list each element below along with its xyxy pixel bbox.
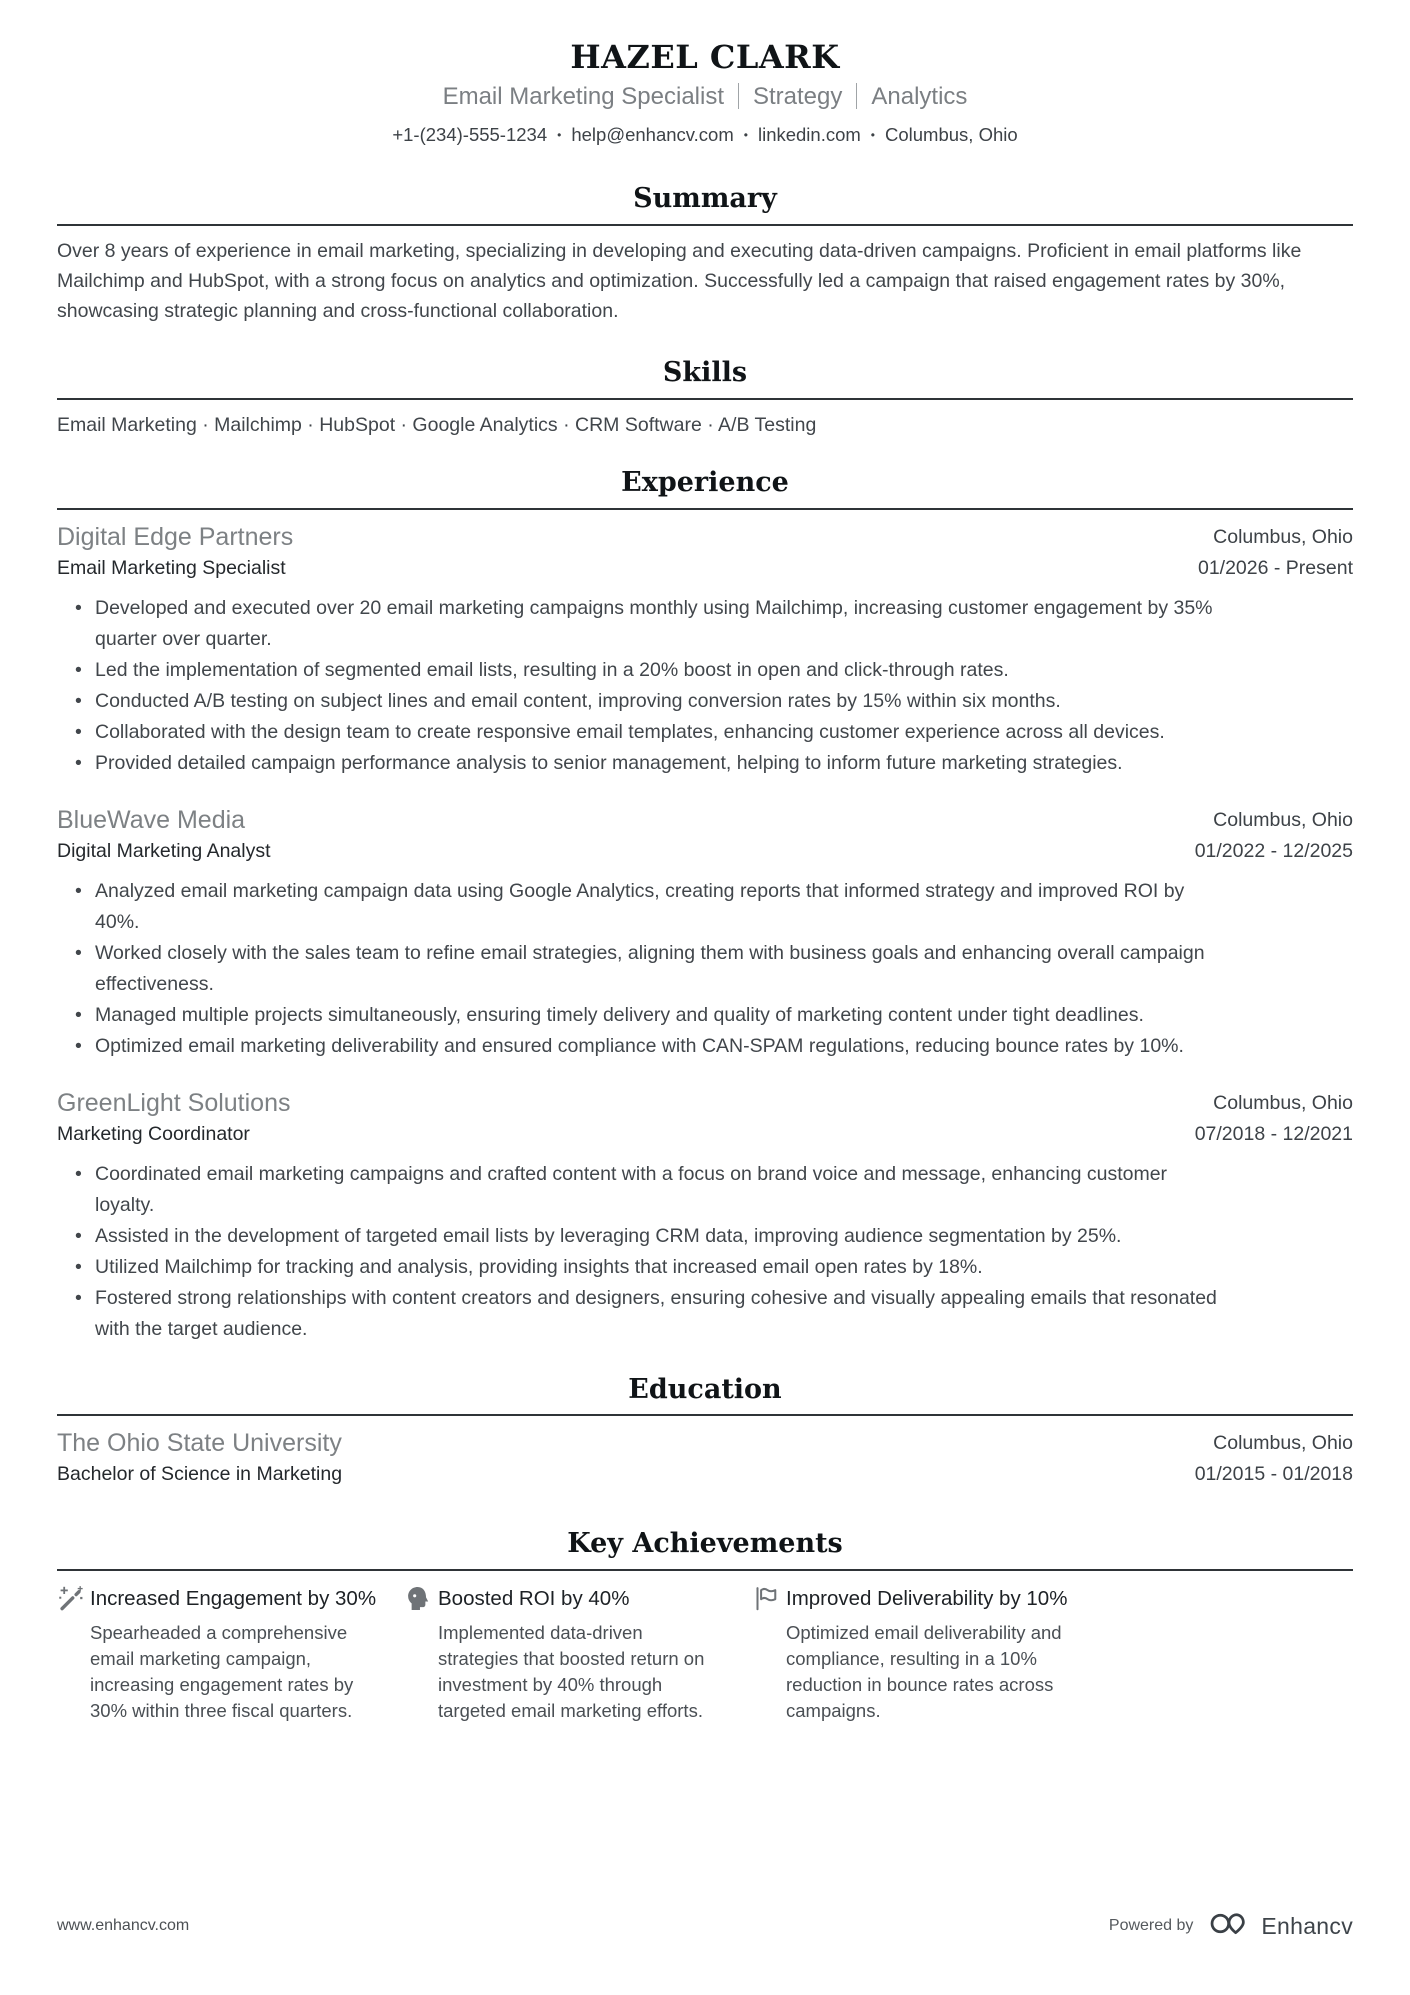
achievement-title: Boosted ROI by 40% <box>438 1587 630 1611</box>
achievement-item <box>753 1585 1073 1724</box>
section-summary <box>57 182 1353 326</box>
section-skills <box>57 356 1353 440</box>
section-title-experience: Experience <box>621 466 789 498</box>
section-divider <box>57 1569 1353 1571</box>
job-dates: 07/2018 - 12/2021 <box>1194 1122 1353 1145</box>
enhancv-logo-icon <box>1209 1909 1251 1943</box>
vertical-separator <box>738 83 739 109</box>
enhancv-site-link[interactable]: www.enhancv.com <box>57 1917 190 1934</box>
job-location: Columbus, Ohio <box>1213 808 1353 831</box>
company-name: GreenLight Solutions <box>57 1088 291 1117</box>
experience-entry-right <box>1195 1088 1353 1147</box>
vertical-separator <box>856 83 857 109</box>
experience-entry-header <box>57 805 1353 864</box>
section-title-achievements: Key Achievements <box>567 1528 843 1560</box>
job-bullet: • Utilized Mailchimp for tracking and analysis, providing insights that increased email open rates by 18%. <box>57 1252 1217 1283</box>
resume-header <box>57 38 1353 146</box>
job-title: Marketing Coordinator <box>57 1122 250 1145</box>
section-experience <box>57 466 1353 1345</box>
achievement-item <box>57 1585 377 1724</box>
job-location: Columbus, Ohio <box>1213 1091 1353 1114</box>
section-divider <box>57 1414 1353 1416</box>
achievement-header <box>57 1585 377 1612</box>
education-dates: 01/2015 - 01/2018 <box>1194 1463 1353 1486</box>
experience-entry-right <box>1198 522 1353 581</box>
degree-name: Bachelor of Science in Marketing <box>57 1463 343 1486</box>
company-name: Digital Edge Partners <box>57 522 294 551</box>
achievement-text: Spearheaded a comprehensive email marketing campaign, increasing engagement rates by 30% within three fiscal quarters. <box>90 1622 354 1722</box>
company-name: BlueWave Media <box>57 805 246 834</box>
achievement-title: Increased Engagement by 30% <box>90 1587 377 1611</box>
experience-entry-left <box>57 805 271 864</box>
head-icon <box>405 1585 432 1612</box>
job-dates: 01/2022 - 12/2025 <box>1194 839 1353 862</box>
job-bullet: • Developed and executed over 20 email marketing campaigns monthly using Mailchimp, increasing customer engagement by 35% quarter over quarter. <box>57 593 1217 655</box>
experience-entry <box>57 805 1353 1062</box>
section-title-skills: Skills <box>662 357 748 389</box>
phone-number: +1-(234)-555-1234 <box>392 124 548 146</box>
powered-by-block <box>1109 1909 1353 1943</box>
experience-entry <box>57 1088 1353 1345</box>
experience-entry-left <box>57 1088 290 1147</box>
job-bullet: • Fostered strong relationships with content creators and designers, ensuring cohesive and visually appealing emails that resonated with the target audience. <box>57 1283 1217 1345</box>
school-location: Columbus, Ohio <box>1213 1432 1353 1455</box>
section-divider <box>57 508 1353 510</box>
experience-entry-right <box>1195 805 1353 864</box>
headline-title-2: Strategy <box>753 83 843 111</box>
headline-title-3: Analytics <box>871 83 968 111</box>
education-entry-header <box>57 1428 1353 1487</box>
contact-location: Columbus, Ohio <box>885 124 1018 146</box>
job-bullet: • Coordinated email marketing campaigns and crafted content with a focus on brand voice and message, enhancing customer loyalty. <box>57 1159 1217 1221</box>
dot-separator: • <box>557 128 562 143</box>
achievement-text: Implemented data-driven strategies that boosted return on investment by 40% through targeted email marketing efforts. <box>438 1622 705 1722</box>
enhancv-brand[interactable] <box>1209 1909 1353 1943</box>
job-bullet: • Worked closely with the sales team to refine email strategies, aligning them with business goals and enhancing overall campaign effectiveness. <box>57 938 1217 1000</box>
headline <box>57 82 1353 112</box>
job-bullet: • Provided detailed campaign performance analysis to senior management, helping to inform future marketing strategies. <box>57 748 1217 779</box>
achievement-header <box>753 1585 1073 1612</box>
achievement-text: Optimized email deliverability and compliance, resulting in a 10% reduction in bounce rates across campaigns. <box>786 1622 1062 1722</box>
experience-entry-header <box>57 1088 1353 1147</box>
email-link[interactable]: help@enhancv.com <box>571 124 734 146</box>
education-entry <box>57 1428 1353 1487</box>
job-bullet: • Optimized email marketing deliverability and ensured compliance with CAN-SPAM regulations, reducing bounce rates by 10%. <box>57 1031 1217 1062</box>
enhancv-wordmark: Enhancv <box>1261 1912 1353 1939</box>
contact-row <box>57 124 1353 146</box>
job-bullet: • Managed multiple projects simultaneously, ensuring timely delivery and quality of marketing content under tight deadlines. <box>57 1000 1217 1031</box>
job-title: Email Marketing Specialist <box>57 556 286 579</box>
education-entry-left <box>57 1428 342 1487</box>
dot-separator: • <box>743 128 748 143</box>
skills-list: Email Marketing · Mailchimp · HubSpot · Google Analytics · CRM Software · A/B Testing <box>57 413 817 436</box>
job-bullet-list <box>57 593 1217 779</box>
school-name: The Ohio State University <box>57 1429 342 1458</box>
section-achievements <box>57 1527 1353 1724</box>
job-title: Digital Marketing Analyst <box>57 839 271 862</box>
powered-by-label: Powered by <box>1108 1917 1194 1934</box>
section-divider <box>57 224 1353 226</box>
section-education <box>57 1373 1353 1488</box>
job-dates: 01/2026 - Present <box>1197 556 1353 579</box>
achievement-item <box>405 1585 725 1724</box>
dot-separator: • <box>870 128 875 143</box>
experience-entry-left <box>57 522 293 581</box>
job-location: Columbus, Ohio <box>1213 525 1353 548</box>
job-bullet-list <box>57 1159 1217 1345</box>
job-bullet: • Assisted in the development of targeted email lists by leveraging CRM data, improving audience segmentation by 25%. <box>57 1221 1217 1252</box>
page-footer <box>57 1909 1353 1943</box>
job-bullet: • Analyzed email marketing campaign data using Google Analytics, creating reports that informed strategy and improved ROI by 40%. <box>57 876 1217 938</box>
achievement-header <box>405 1585 725 1612</box>
job-bullet: • Collaborated with the design team to create responsive email templates, enhancing customer experience across all devices. <box>57 717 1217 748</box>
experience-entry <box>57 522 1353 779</box>
job-bullet: • Conducted A/B testing on subject lines and email content, improving conversion rates by 15% within six months. <box>57 686 1217 717</box>
linkedin-link[interactable]: linkedin.com <box>757 124 861 146</box>
achievement-title: Improved Deliverability by 10% <box>786 1587 1068 1611</box>
education-entry-right <box>1195 1428 1353 1487</box>
section-title-education: Education <box>628 1373 782 1405</box>
section-title-summary: Summary <box>633 183 777 215</box>
experience-entry-header <box>57 522 1353 581</box>
person-name: HAZEL CLARK <box>570 38 840 76</box>
achievements-grid <box>57 1585 1353 1724</box>
magic-wand-icon <box>57 1585 84 1612</box>
summary-text: Over 8 years of experience in email marketing, specializing in developing and executing data-driven campaigns. Proficient in email platforms like Mailchimp and HubSpot, with a strong focus on analytics and optimization. Successfully led a campaign that raised engagement rates by 30%, showcasing strategic planning and cross-functional collaboration. <box>57 240 1302 323</box>
headline-title-1: Email Marketing Specialist <box>442 83 724 111</box>
job-bullet-list <box>57 876 1217 1062</box>
flag-icon <box>753 1585 780 1612</box>
section-divider <box>57 398 1353 400</box>
job-bullet: • Led the implementation of segmented email lists, resulting in a 20% boost in open and click-through rates. <box>57 655 1217 686</box>
